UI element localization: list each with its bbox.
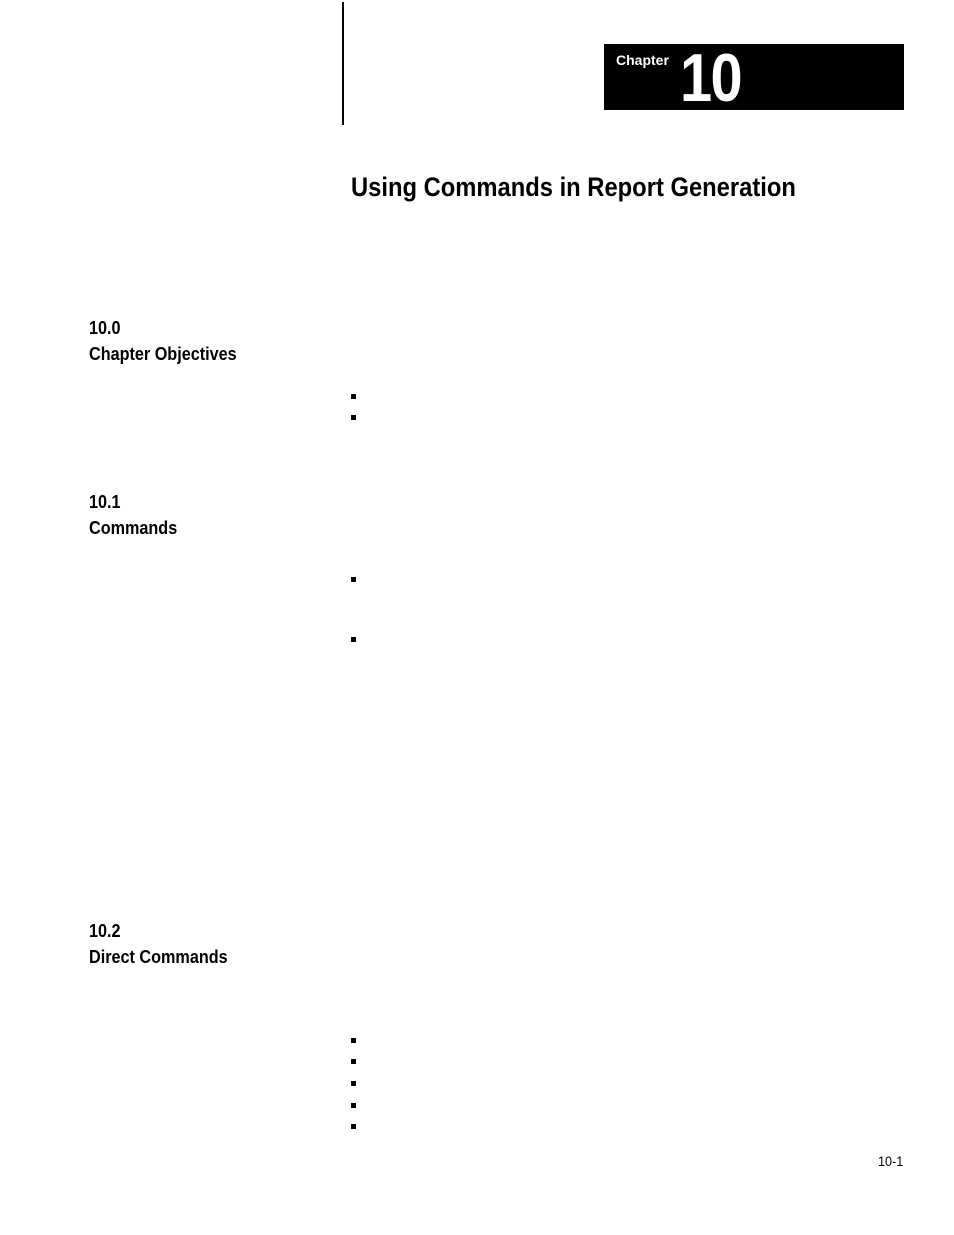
bullet-marker	[351, 1103, 356, 1108]
section-title: Commands	[89, 518, 178, 538]
section-heading-10-0	[89, 315, 237, 367]
chapter-label: Chapter	[616, 52, 669, 68]
section-title: Chapter Objectives	[89, 344, 237, 364]
bullet-marker	[351, 394, 356, 399]
chapter-banner	[604, 40, 904, 116]
section-number: 10.1	[89, 492, 121, 512]
bullet-marker	[351, 1059, 356, 1064]
section-number: 10.2	[89, 921, 121, 941]
bullet-marker	[351, 1081, 356, 1086]
page-number: 10-1	[878, 1153, 904, 1169]
bullet-marker	[351, 577, 356, 582]
margin-rule	[342, 2, 344, 125]
page-title: Using Commands in Report Generation	[351, 172, 796, 202]
bullet-marker	[351, 415, 356, 420]
bullet-marker	[351, 1124, 356, 1129]
section-number: 10.0	[89, 318, 121, 338]
bullet-marker	[351, 637, 356, 642]
bullet-marker	[351, 1038, 356, 1043]
section-heading-10-1	[89, 489, 177, 541]
chapter-number: 10	[680, 40, 741, 116]
section-title: Direct Commands	[89, 947, 228, 967]
section-heading-10-2	[89, 918, 228, 970]
